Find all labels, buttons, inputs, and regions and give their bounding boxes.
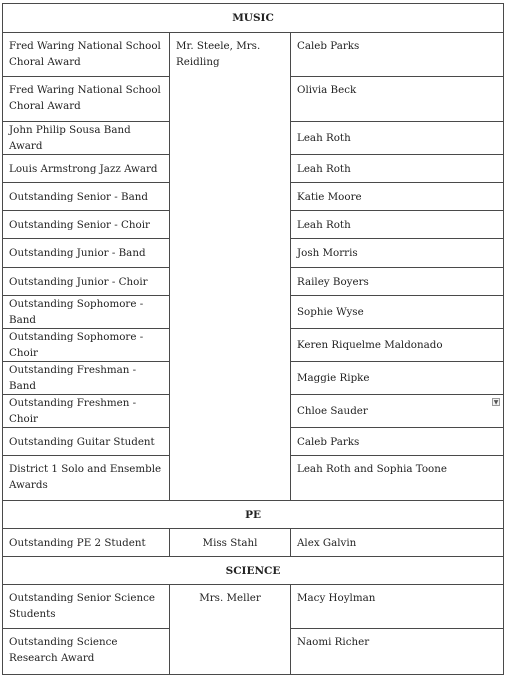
recipient-cell: Olivia Beck	[291, 77, 504, 122]
recipient-cell: Railey Boyers	[291, 268, 504, 296]
recipient-cell: Keren Riquelme Maldonado	[291, 329, 504, 362]
recipient-cell: Sophie Wyse	[291, 296, 504, 329]
section-title: SCIENCE	[3, 557, 504, 585]
table-row	[3, 529, 504, 557]
recipient-cell: Maggie Ripke	[291, 362, 504, 395]
recipient-cell: Leah Roth and Sophia Toone	[291, 456, 504, 501]
award-cell: Outstanding Freshmen - Choir	[3, 395, 170, 428]
award-cell: Louis Armstrong Jazz Award	[3, 155, 170, 183]
recipient-cell: Macy Hoylman	[291, 585, 504, 629]
award-cell: Outstanding Sophomore - Band	[3, 296, 170, 329]
award-cell: Outstanding Senior - Band	[3, 183, 170, 211]
table-row	[3, 33, 504, 77]
award-cell: Outstanding Freshman - Band	[3, 362, 170, 395]
award-cell: Outstanding Senior - Choir	[3, 211, 170, 239]
recipient-cell: Alex Galvin	[291, 529, 504, 557]
recipient-cell-with-dropdown	[291, 395, 504, 428]
teacher-cell: Mr. Steele, Mrs. Reidling	[170, 33, 291, 501]
section-header-pe	[3, 501, 504, 529]
award-cell: Fred Waring National School Choral Award	[3, 33, 170, 77]
recipient-cell: Naomi Richer	[291, 629, 504, 675]
award-cell: Outstanding Sophomore - Choir	[3, 329, 170, 362]
recipient-text: Chloe Sauder	[297, 405, 368, 417]
table-row	[3, 585, 504, 629]
recipient-cell: Katie Moore	[291, 183, 504, 211]
award-cell: John Philip Sousa Band Award	[3, 122, 170, 155]
recipient-cell: Caleb Parks	[291, 33, 504, 77]
award-cell: Outstanding PE 2 Student	[3, 529, 170, 557]
section-title: PE	[3, 501, 504, 529]
awards-table	[2, 3, 504, 675]
award-cell: Outstanding Guitar Student	[3, 428, 170, 456]
teacher-cell: Miss Stahl	[170, 529, 291, 557]
section-header-music	[3, 4, 504, 33]
award-cell: Outstanding Science Research Award	[3, 629, 170, 675]
award-cell: Fred Waring National School Choral Award	[3, 77, 170, 122]
award-cell: Outstanding Senior Science Students	[3, 585, 170, 629]
recipient-cell: Leah Roth	[291, 155, 504, 183]
section-title: MUSIC	[3, 4, 504, 33]
chevron-down-icon[interactable]: ▼	[493, 399, 499, 406]
award-cell: Outstanding Junior - Choir	[3, 268, 170, 296]
recipient-cell: Caleb Parks	[291, 428, 504, 456]
section-header-science	[3, 557, 504, 585]
award-cell: District 1 Solo and Ensemble Awards	[3, 456, 170, 501]
teacher-cell: Mrs. Meller	[170, 585, 291, 675]
recipient-cell: Leah Roth	[291, 211, 504, 239]
award-cell: Outstanding Junior - Band	[3, 239, 170, 268]
recipient-cell: Leah Roth	[291, 122, 504, 155]
recipient-cell: Josh Morris	[291, 239, 504, 268]
